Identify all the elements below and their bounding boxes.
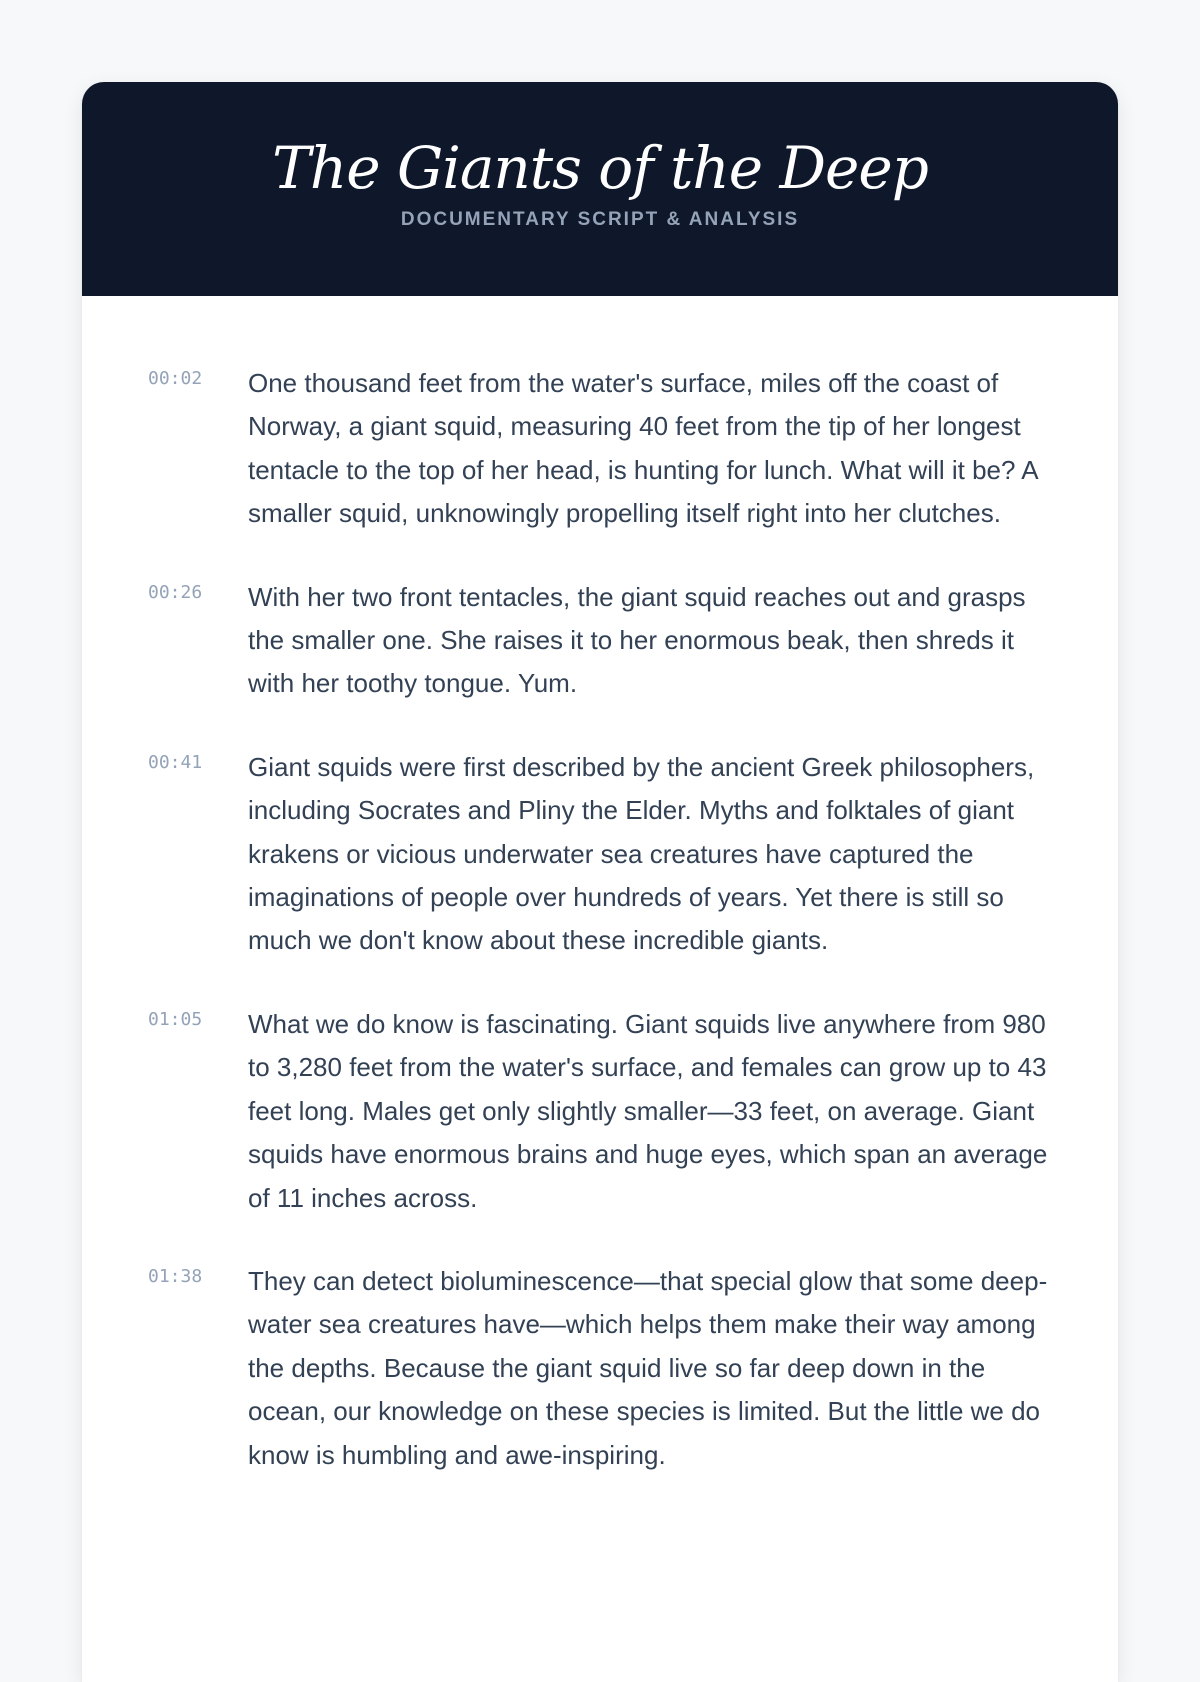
segment-text: What we do know is fascinating. Giant squids live anywhere from 980 to 3,280 feet from the water's surface, and females can grow up to 43 feet long. Males get only slightly smaller—33 feet, on average. Giant squids have enormous brains and huge eyes, which span an average of 11 inches across. bbox=[248, 1008, 1048, 1213]
header-banner bbox=[82, 82, 1118, 296]
segment-text: One thousand feet from the water's surface, miles off the coast of Norway, a giant squid, measuring 40 feet from the tip of her longest tentacle to the top of her head, is hunting for lunch. What will it be? A smaller squid, unknowingly propelling itself right into her clutches. bbox=[248, 368, 1038, 529]
timestamp[interactable]: 01:05 bbox=[148, 1008, 203, 1030]
script-segment bbox=[82, 746, 1118, 963]
page-subtitle: DOCUMENTARY SCRIPT & ANALYSIS bbox=[400, 209, 800, 230]
segment-text: They can detect bioluminescence—that special glow that some deep-water sea creatures have—which helps them make their way among the depths. Because the giant squid live so far deep down in the ocean, our knowledge on these species is limited. But the little we do know is humbling and awe-inspiring. bbox=[248, 1265, 1048, 1470]
script-segment bbox=[82, 1003, 1118, 1220]
page-title: The Giants of the Deep bbox=[272, 134, 928, 202]
timestamp[interactable]: 01:38 bbox=[148, 1265, 203, 1287]
script-segment bbox=[82, 576, 1118, 706]
timestamp[interactable]: 00:41 bbox=[148, 751, 203, 773]
script-segment bbox=[82, 1260, 1118, 1477]
script-segment bbox=[82, 362, 1118, 536]
script-card bbox=[82, 82, 1118, 1682]
script-body bbox=[82, 296, 1118, 1477]
timestamp[interactable]: 00:02 bbox=[148, 368, 203, 389]
timestamp[interactable]: 00:26 bbox=[148, 581, 203, 603]
segment-text: Giant squids were first described by the ancient Greek philosophers, including Socrates and Pliny the Elder. Myths and folktales of giant krakens or vicious underwater sea creatures have captured the imaginations of people over hundreds of years. Yet there is still so much we don't know about these incredible giants. bbox=[248, 751, 1035, 956]
segment-text: With her two front tentacles, the giant squid reaches out and grasps the smaller one. She raises it to her enormous beak, then shreds it with her toothy tongue. Yum. bbox=[248, 581, 1026, 699]
